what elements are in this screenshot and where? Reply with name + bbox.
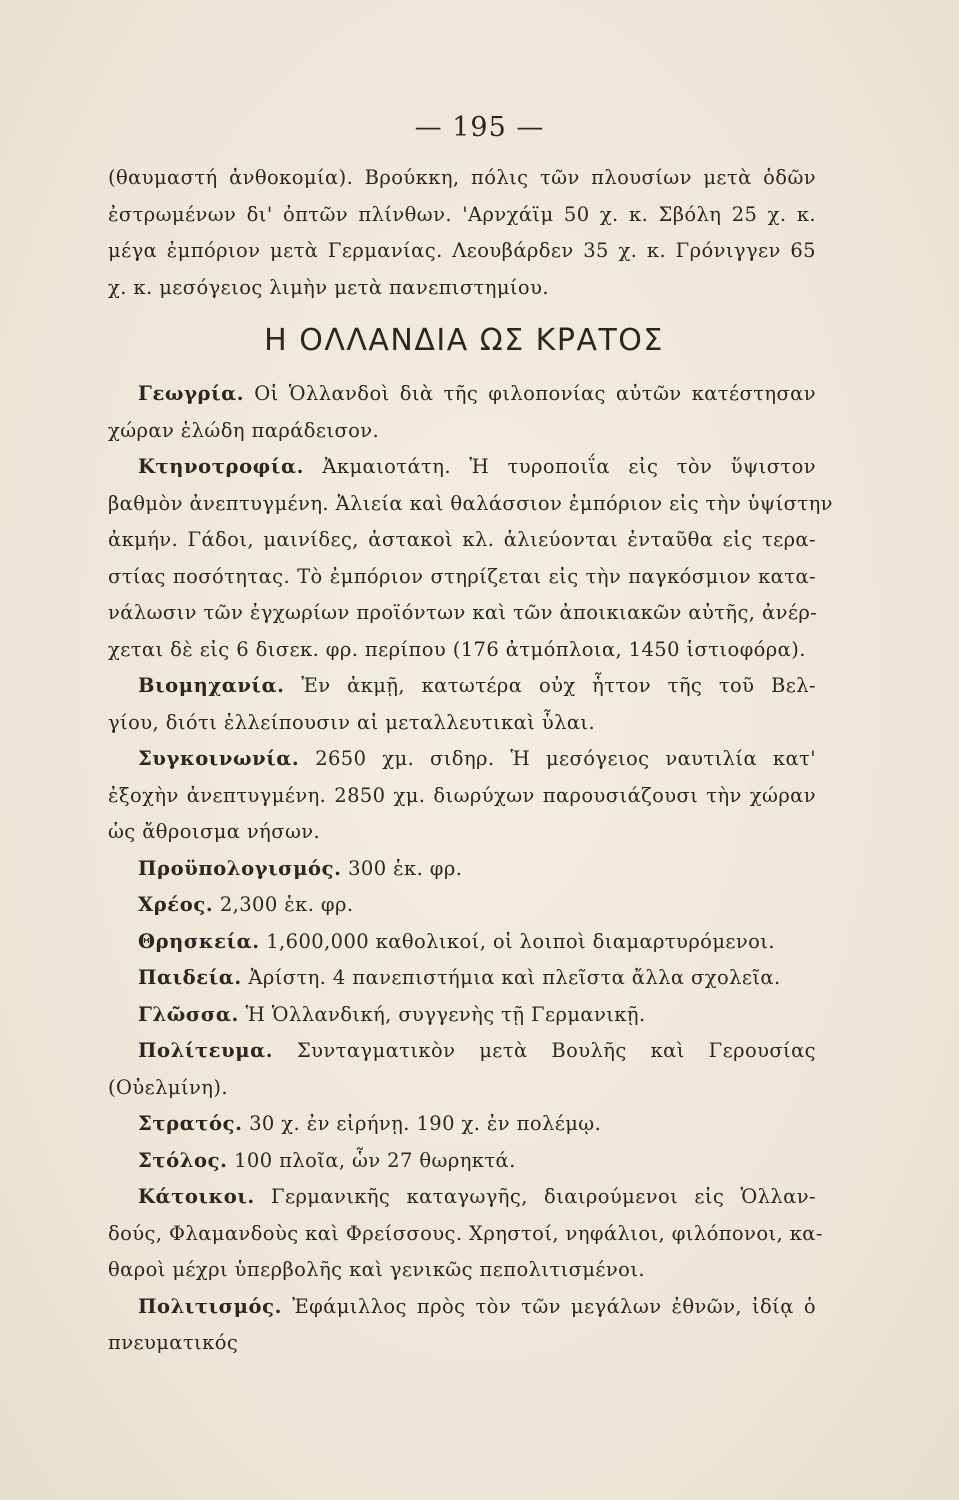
entry-title: Πολίτευμα. [138,1039,274,1062]
entry-army [108,1106,816,1143]
entry-text: Ἀρίστη. 4 πανεπιστήμια καὶ πλεῖστα ἄλλα σχολεῖα. [248,966,781,989]
entry-title: Παιδεία. [138,966,242,989]
entry-title: Κάτοικοι. [138,1185,255,1208]
entry-text: 300 ἑκ. φρ. [348,856,463,880]
entry-title: Θρησκεία. [138,929,260,953]
text-line: χώραν ἑλώδη παράδεισον. [108,418,380,442]
text-line: ἐστρωμένων δι' ὀπτῶν πλίνθων. 'Αρνχάϊμ 50 χ. κ. Σβόλη 25 χ. κ. [108,202,816,226]
entry-text: Ἀκμαιοτάτη. Ἡ τυροποιΐα εἰς τὸν ὕψιστον [322,455,816,478]
entry-industry [108,668,816,741]
entry-livestock [108,449,833,668]
entry-religion [108,924,816,961]
text-line: ἀκμήν. Γάδοι, μαινίδες, ἀστακοὶ κλ. ἁλιεύονται ἐνταῦθα εἰς τερα- [108,528,816,551]
entry-title: Συγκοινωνία. [138,747,300,770]
entry-title: Γεωγρία. [138,382,245,405]
entry-text: 30 χ. ἐν εἰρήνῃ. 190 χ. ἐν πολέμῳ. [249,1112,602,1135]
page-number: — 195 — [414,112,545,143]
entry-debt [108,887,816,924]
text-line: χ. κ. μεσόγειος λιμὴν μετὰ πανεπιστημίου. [108,275,549,299]
entry-geography [108,376,816,449]
entry-text: Ἐφάμιλλος πρὸς τὸν τῶν μεγάλων ἐθνῶν, ἰδίᾳ ὁ [292,1294,816,1318]
entry-text: 1,600,000 καθολικοί, οἱ λοιποὶ διαμαρτυρόμενοι. [266,929,775,953]
entry-title: Στόλος. [138,1148,228,1172]
text-line: (Οὐελμίνη). [108,1075,228,1099]
text-line: θαροὶ μέχρι ὑπερβολῆς καὶ γενικῶς πεπολιτισμένοι. [108,1258,645,1281]
entry-title: Πολιτισμός. [138,1294,283,1318]
entry-text: Ἡ Ὁλλανδική, συγγενὴς τῇ Γερμανικῇ. [245,1002,646,1026]
entry-text: 2,300 ἑκ. φρ. [219,893,354,916]
text-line: μέγα ἐμπόριον μετὰ Γερμανίας. Λεουβάρδεν 35 χ. κ. Γρόνιγγεν 65 [108,239,816,262]
entry-title: Κτηνοτροφία. [138,455,304,478]
entry-text: Οἱ Ὁλλανδοὶ διὰ τῆς φιλοπονίας αὐτῶν κατέστησαν [254,382,816,405]
text-line: νάλωσιν τῶν ἐγχωρίων προϊόντων καὶ τῶν ἀποικιακῶν αὐτῆς, ἀνέρ- [108,601,818,624]
text-line: ὡς ἄθροισμα νήσων. [108,820,321,843]
page-body [108,160,833,1362]
text-line: στίας ποσότητας. Τὸ ἐμπόριον στηρίζεται εἰς τὴν παγκόσμιον κατα- [108,564,816,588]
entry-text: Συνταγματικὸν μετὰ Βουλῆς καὶ Γερουσίας [296,1039,816,1062]
entry-budget [108,851,816,888]
entry-government [108,1033,816,1106]
text-line: (θαυμαστή ἀνθοκομία). Βρούκκη, πόλις τῶν πλουσίων μετὰ ὁδῶν [108,166,816,189]
entry-title: Στρατός. [138,1112,243,1135]
text-line: ἐξοχὴν ἀνεπτυγμένη. 2850 χμ. διωρύχων παρουσιάζουσι τὴν χώραν [108,783,816,807]
text-line: δούς, Φλαμανδοὺς καὶ Φρείσσους. Χρηστοί, νηφάλιοι, φιλόπονοι, κα- [108,1221,823,1245]
entry-text: Γερμανικῆς καταγωγῆς, διαιρούμενοι εἰς Ὁλλαν- [271,1185,816,1208]
entry-title: Βιομηχανία. [138,674,285,697]
entry-text: 2650 χμ. σιδηρ. Ἡ μεσόγειος ναυτιλία κατ' [315,747,816,770]
text-line: πνευματικός [108,1331,239,1354]
entry-fleet [108,1143,816,1180]
entry-culture [108,1289,816,1362]
entry-title: Προϋπολογισμός. [138,856,342,880]
intro-paragraph [108,160,816,306]
entry-communication [108,741,816,851]
entry-education [108,960,816,997]
entry-language [108,997,816,1034]
entry-title: Χρέος. [138,893,214,916]
section-heading: Η ΟΛΛΑΝΔΙΑ ΩΣ ΚΡΑΤΟΣ [264,323,664,358]
entry-inhabitants [108,1179,823,1289]
entry-text: Ἐν ἀκμῇ, κατωτέρα οὐχ ἧττον τῆς τοῦ Βελ- [301,674,816,697]
entry-title: Γλῶσσα. [138,1002,239,1026]
entry-text: 100 πλοῖα, ὧν 27 θωρηκτά. [234,1148,516,1172]
text-line: βαθμὸν ἀνεπτυγμένη. Ἁλιεία καὶ θαλάσσιον ἐμπόριον εἰς τὴν ὑψίστην [108,491,833,515]
text-line: γίου, διότι ἐλλείπουσιν αἱ μεταλλευτικαὶ ὗλαι. [108,710,596,734]
text-line: χεται δὲ εἰς 6 δισεκ. φρ. περίπου (176 ἀτμόπλοια, 1450 ἱστιοφόρα). [108,637,806,661]
